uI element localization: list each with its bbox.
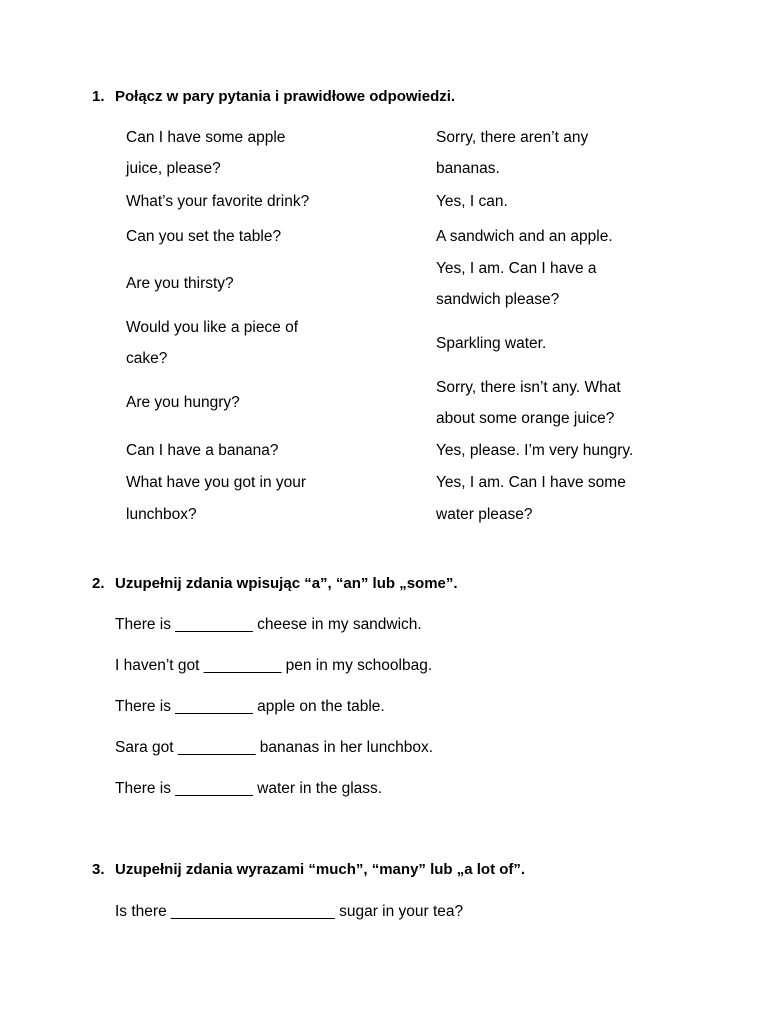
question-8-line-2: lunchbox? xyxy=(126,506,197,523)
task2-sentence-5: There is _________ water in the glass. xyxy=(115,780,383,797)
task2-sentence-1: There is _________ cheese in my sandwich. xyxy=(115,616,422,633)
answer-8-line-2: water please? xyxy=(436,506,533,523)
answer-7: Yes, please. I’m very hungry. xyxy=(436,442,634,459)
answer-1-line-1: Sorry, there aren’t any xyxy=(436,129,589,146)
answer-6-line-1: Sorry, there isn’t any. What xyxy=(436,379,621,396)
task3-heading xyxy=(92,860,525,880)
question-2: What’s your favorite drink? xyxy=(126,193,310,210)
question-4: Are you thirsty? xyxy=(126,275,234,292)
question-7: Can I have a banana? xyxy=(126,442,279,459)
answer-2: Yes, I can. xyxy=(436,193,508,210)
question-8-line-1: What have you got in your xyxy=(126,474,307,491)
question-5-line-1: Would you like a piece of xyxy=(126,319,299,336)
task2-heading xyxy=(92,574,458,594)
answer-4-line-2: sandwich please? xyxy=(436,291,560,308)
task2-sentence-2: I haven’t got _________ pen in my schoolbag. xyxy=(115,657,433,674)
answer-3: A sandwich and an apple. xyxy=(436,228,613,245)
task2-sentence-4: Sara got _________ bananas in her lunchbox. xyxy=(115,739,433,756)
task2-number: 2. xyxy=(92,575,105,592)
task1-heading xyxy=(92,87,455,107)
question-1-line-2: juice, please? xyxy=(126,160,221,177)
task2-instruction: Uzupełnij zdania wpisując “a”, “an” lub „some”. xyxy=(115,575,458,592)
answer-6-line-2: about some orange juice? xyxy=(436,410,615,427)
answer-5: Sparkling water. xyxy=(436,335,547,352)
question-6: Are you hungry? xyxy=(126,394,240,411)
question-3: Can you set the table? xyxy=(126,228,282,245)
question-1-line-1: Can I have some apple xyxy=(126,129,286,146)
answer-1-line-2: bananas. xyxy=(436,160,500,177)
answer-8-line-1: Yes, I am. Can I have some xyxy=(436,474,626,491)
question-5-line-2: cake? xyxy=(126,350,168,367)
task3-sentence-1: Is there ___________________ sugar in your tea? xyxy=(115,903,464,920)
task3-number: 3. xyxy=(92,861,105,878)
task1-number: 1. xyxy=(92,88,105,105)
task1-instruction: Połącz w pary pytania i prawidłowe odpowiedzi. xyxy=(115,88,456,105)
answer-4-line-1: Yes, I am. Can I have a xyxy=(436,260,597,277)
task2-sentence-3: There is _________ apple on the table. xyxy=(115,698,385,715)
task3-instruction: Uzupełnij zdania wyrazami “much”, “many” lub „a lot of”. xyxy=(115,861,526,878)
